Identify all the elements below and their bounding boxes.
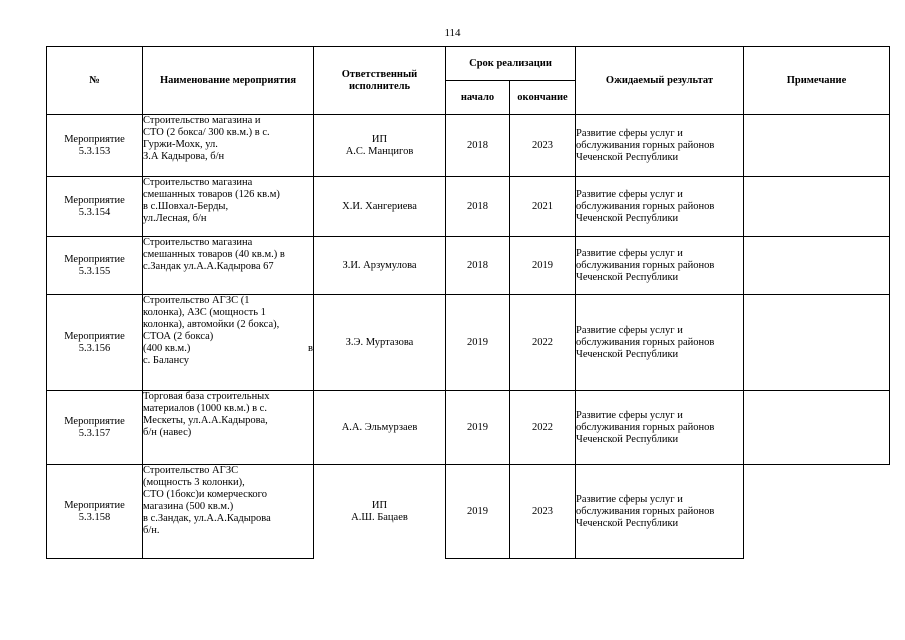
start-year	[446, 177, 510, 237]
start-year-line: 2018	[467, 139, 488, 151]
measure-id-line: Мероприятие	[64, 330, 125, 342]
executor-line: ИП	[371, 133, 388, 145]
executor-line: А.Ш. Бацаев	[351, 511, 408, 523]
header-num: №	[47, 47, 143, 115]
executor	[314, 465, 446, 559]
table-row	[47, 177, 890, 237]
measure-name-line: материалов (1000 кв.м.) в с.	[143, 403, 267, 414]
end-year-line: 2022	[532, 421, 553, 433]
start-year-line: 2019	[467, 505, 488, 517]
measure-id	[47, 237, 143, 295]
measure-id-line: 5.3.153	[78, 145, 111, 157]
executor-line: З.И. Арзумулова	[342, 259, 417, 271]
expected-result	[576, 465, 744, 559]
measure-id	[47, 115, 143, 177]
measure-name-line: Строительство магазина	[143, 177, 253, 188]
header-executor-line2: исполнитель	[348, 80, 411, 92]
expected-result-line: Чеченской Республики	[576, 271, 679, 283]
expected-result-line: Чеченской Республики	[576, 348, 679, 360]
measure-id-line: Мероприятие	[64, 415, 125, 427]
header-result: Ожидаемый результат	[576, 47, 744, 115]
note	[744, 295, 890, 391]
measure-name-line	[143, 343, 313, 355]
measure-name-line: Мескеты, ул.А.А.Кадырова,	[143, 415, 268, 426]
start-year	[446, 295, 510, 391]
executor-line: А.С. Манцигов	[345, 145, 414, 157]
header-period: Срок реализации	[446, 47, 576, 81]
measure-name-line: в с.Зандак, ул.А.А.Кадырова	[143, 513, 271, 524]
header-end: окончание	[510, 81, 576, 115]
measure-name-line: магазина (500 кв.м.)	[143, 501, 234, 512]
measures-table	[46, 46, 890, 559]
measure-id-line: 5.3.156	[78, 342, 111, 354]
measure-name-line: Строительство АГЗС (1	[143, 295, 250, 306]
end-year-line: 2022	[532, 336, 553, 348]
start-year	[446, 391, 510, 465]
executor	[314, 177, 446, 237]
table-row	[47, 237, 890, 295]
measure-name-line: б/н (навес)	[143, 427, 192, 438]
expected-result-line: Чеченской Республики	[576, 151, 679, 163]
executor-line: ИП	[371, 499, 388, 511]
measure-name	[143, 115, 314, 177]
expected-result-line: Развитие сферы услуг и	[576, 493, 683, 505]
measure-id	[47, 177, 143, 237]
expected-result-line: Развитие сферы услуг и	[576, 188, 683, 200]
measure-name	[143, 465, 314, 559]
table-row	[47, 465, 890, 559]
note	[744, 237, 890, 295]
expected-result-line: Развитие сферы услуг и	[576, 324, 683, 336]
measure-name-line: СТОА (2 бокса)	[143, 331, 214, 342]
measure-id-line: Мероприятие	[64, 253, 125, 265]
page-number: 114	[444, 27, 461, 39]
note	[744, 391, 890, 465]
measure-id	[47, 295, 143, 391]
note	[744, 465, 890, 559]
expected-result-line: Чеченской Республики	[576, 212, 679, 224]
measure-id-line: 5.3.154	[78, 206, 111, 218]
measure-name-line: Строительство магазина и	[143, 115, 261, 126]
expected-result-line: обслуживания горных районов	[576, 259, 715, 271]
measure-name-line: с.Зандак ул.А.А.Кадырова 67	[143, 261, 274, 272]
expected-result-line: обслуживания горных районов	[576, 139, 715, 151]
measure-id	[47, 391, 143, 465]
table-row	[47, 391, 890, 465]
measure-id-line: Мероприятие	[64, 194, 125, 206]
expected-result-line: Развитие сферы услуг и	[576, 247, 683, 259]
measure-name	[143, 295, 314, 391]
start-year	[446, 115, 510, 177]
expected-result-line: Чеченской Республики	[576, 433, 679, 445]
expected-result	[576, 391, 744, 465]
measure-name-line: колонка), АЗС (мощность 1	[143, 307, 266, 318]
measure-name-line: СТО (2 бокса/ 300 кв.м.) в с.	[143, 127, 270, 138]
measure-name-line: в с.Шовхал-Берды,	[143, 201, 229, 212]
end-year	[510, 177, 576, 237]
measure-name	[143, 177, 314, 237]
expected-result	[576, 177, 744, 237]
measure-id-line: 5.3.157	[78, 427, 111, 439]
table-row	[47, 295, 890, 391]
end-year-line: 2023	[532, 139, 553, 151]
executor-line: З.Э. Муртазова	[345, 336, 414, 348]
note	[744, 115, 890, 177]
expected-result	[576, 115, 744, 177]
expected-result-line: обслуживания горных районов	[576, 336, 715, 348]
header-start: начало	[446, 81, 510, 115]
executor	[314, 237, 446, 295]
table-row	[47, 115, 890, 177]
start-year-line: 2018	[467, 200, 488, 212]
measure-name-line: колонка), автомойки (2 бокса),	[143, 319, 280, 330]
expected-result-line: Развитие сферы услуг и	[576, 127, 683, 139]
expected-result-line: Развитие сферы услуг и	[576, 409, 683, 421]
measure-name-line: б/н.	[143, 525, 160, 536]
end-year-line: 2021	[532, 200, 553, 212]
measure-id	[47, 465, 143, 559]
expected-result	[576, 237, 744, 295]
start-year	[446, 465, 510, 559]
end-year	[510, 391, 576, 465]
measure-id-line: Мероприятие	[64, 499, 125, 511]
header-executor	[314, 47, 446, 115]
measure-name-line: смешанных товаров (126 кв.м)	[143, 189, 280, 200]
end-year	[510, 237, 576, 295]
end-year	[510, 465, 576, 559]
measure-id-line: 5.3.158	[78, 511, 111, 523]
measure-name-line: Гуржи-Мохк, ул.	[143, 139, 218, 150]
start-year-line: 2019	[467, 336, 488, 348]
executor-line: А.А. Эльмурзаев	[341, 421, 418, 433]
measure-name-line-tail: в	[308, 343, 313, 354]
measure-name	[143, 391, 314, 465]
measure-name-line: с. Балансу	[143, 355, 189, 366]
measure-name-line: Торговая база строительных	[143, 391, 270, 402]
end-year	[510, 115, 576, 177]
measure-name-line: З.А Кадырова, б/н	[143, 151, 225, 162]
executor	[314, 115, 446, 177]
measure-name-line: Строительство магазина	[143, 237, 253, 248]
expected-result-line: обслуживания горных районов	[576, 505, 715, 517]
measure-name-line: смешанных товаров (40 кв.м.) в	[143, 249, 285, 260]
measure-name-line: СТО (1бокс)и комерческого	[143, 489, 267, 500]
start-year	[446, 237, 510, 295]
header-executor-line1: Ответственный	[341, 68, 418, 80]
measure-id-line: 5.3.155	[78, 265, 111, 277]
end-year-line: 2019	[532, 259, 553, 271]
executor	[314, 295, 446, 391]
end-year-line: 2023	[532, 505, 553, 517]
measure-name-line: Строительство АГЗС	[143, 465, 239, 476]
measure-name-line: ул.Лесная, б/н	[143, 213, 207, 224]
measure-name-line: (мощность 3 колонки),	[143, 477, 245, 488]
executor-line: Х.И. Хангериева	[342, 200, 417, 212]
start-year-line: 2019	[467, 421, 488, 433]
expected-result-line: обслуживания горных районов	[576, 421, 715, 433]
note	[744, 177, 890, 237]
measure-id-line: Мероприятие	[64, 133, 125, 145]
header-note: Примечание	[744, 47, 890, 115]
measure-name	[143, 237, 314, 295]
end-year	[510, 295, 576, 391]
expected-result	[576, 295, 744, 391]
executor	[314, 391, 446, 465]
header-name: Наименование мероприятия	[143, 47, 314, 115]
measure-name-line-text: (400 кв.м.)	[143, 343, 191, 354]
expected-result-line: обслуживания горных районов	[576, 200, 715, 212]
expected-result-line: Чеченской Республики	[576, 517, 679, 529]
start-year-line: 2018	[467, 259, 488, 271]
